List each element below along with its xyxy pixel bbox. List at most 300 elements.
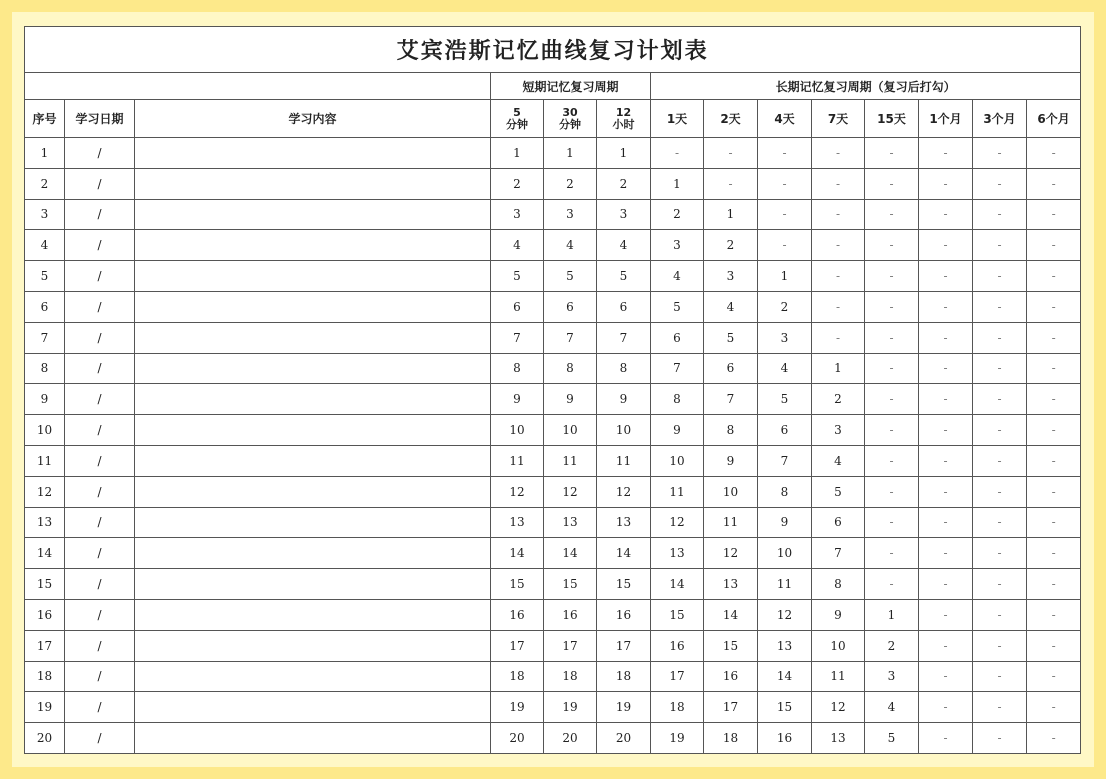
long-term-review-cell[interactable]: - [704, 138, 758, 169]
short-term-review-cell[interactable]: 1 [544, 138, 597, 169]
long-term-review-cell[interactable]: 10 [651, 445, 704, 476]
table-body [25, 138, 1081, 754]
study-content-cell[interactable] [135, 415, 491, 446]
long-term-review-cell[interactable]: - [758, 199, 812, 230]
long-term-review-cell[interactable]: 11 [812, 661, 865, 692]
long-term-review-cell[interactable]: - [812, 261, 865, 292]
long-term-review-cell[interactable]: 10 [704, 476, 758, 507]
long-term-review-cell[interactable]: - [865, 476, 919, 507]
column-header-4-days: 4天 [758, 100, 812, 138]
study-date-cell[interactable]: / [65, 199, 135, 230]
short-term-review-cell[interactable]: 4 [491, 230, 544, 261]
long-term-review-cell[interactable]: 9 [704, 445, 758, 476]
long-term-review-cell[interactable]: - [1027, 168, 1081, 199]
long-term-review-cell[interactable]: - [973, 322, 1027, 353]
short-term-review-cell[interactable]: 2 [597, 168, 651, 199]
long-term-review-cell[interactable]: 15 [704, 630, 758, 661]
long-term-review-cell[interactable]: 2 [704, 230, 758, 261]
long-term-review-cell[interactable]: - [1027, 353, 1081, 384]
short-term-review-cell[interactable]: 13 [491, 507, 544, 538]
long-term-review-cell[interactable]: - [973, 291, 1027, 322]
long-term-review-cell[interactable]: - [973, 723, 1027, 754]
long-term-review-cell[interactable]: - [865, 507, 919, 538]
row-index: 5 [25, 261, 65, 292]
group-header-long-term: 长期记忆复习周期（复习后打勾） [651, 73, 1081, 100]
short-term-review-cell[interactable]: 19 [491, 692, 544, 723]
long-term-review-cell[interactable]: - [1027, 291, 1081, 322]
table-row [25, 138, 1081, 169]
long-term-review-cell[interactable]: 17 [651, 661, 704, 692]
long-term-review-cell[interactable]: - [1027, 261, 1081, 292]
long-term-review-cell[interactable]: - [865, 569, 919, 600]
long-term-review-cell[interactable]: - [973, 168, 1027, 199]
short-term-review-cell[interactable]: 8 [597, 353, 651, 384]
short-term-review-cell[interactable]: 9 [597, 384, 651, 415]
row-index: 11 [25, 445, 65, 476]
study-content-cell[interactable] [135, 476, 491, 507]
long-term-review-cell[interactable]: 3 [865, 661, 919, 692]
long-term-review-cell[interactable]: - [865, 199, 919, 230]
study-content-cell[interactable] [135, 661, 491, 692]
long-term-review-cell[interactable]: - [973, 138, 1027, 169]
row-index: 3 [25, 199, 65, 230]
long-term-review-cell[interactable]: - [1027, 599, 1081, 630]
column-header-index: 序号 [25, 100, 65, 138]
study-content-cell[interactable] [135, 507, 491, 538]
long-term-review-cell[interactable]: - [812, 138, 865, 169]
table-title: 艾宾浩斯记忆曲线复习计划表 [25, 27, 1081, 73]
long-term-review-cell[interactable]: 5 [704, 322, 758, 353]
study-content-cell[interactable] [135, 199, 491, 230]
long-term-review-cell[interactable]: - [919, 692, 973, 723]
long-term-review-cell[interactable]: - [865, 168, 919, 199]
long-term-review-cell[interactable]: - [1027, 661, 1081, 692]
long-term-review-cell[interactable]: - [1027, 138, 1081, 169]
study-date-cell[interactable]: / [65, 291, 135, 322]
table-row [25, 507, 1081, 538]
long-term-review-cell[interactable]: - [1027, 723, 1081, 754]
study-date-cell[interactable]: / [65, 723, 135, 754]
long-term-review-cell[interactable]: 18 [651, 692, 704, 723]
long-term-review-cell[interactable]: - [919, 199, 973, 230]
study-date-cell[interactable]: / [65, 569, 135, 600]
short-term-review-cell[interactable]: 6 [491, 291, 544, 322]
short-term-review-cell[interactable]: 19 [544, 692, 597, 723]
study-content-cell[interactable] [135, 630, 491, 661]
short-term-review-cell[interactable]: 11 [544, 445, 597, 476]
column-header-15-days: 15天 [865, 100, 919, 138]
short-term-review-cell[interactable]: 6 [544, 291, 597, 322]
long-term-review-cell[interactable]: 19 [651, 723, 704, 754]
study-date-cell[interactable]: / [65, 476, 135, 507]
long-term-review-cell[interactable]: - [865, 261, 919, 292]
study-content-cell[interactable] [135, 322, 491, 353]
short-term-review-cell[interactable]: 8 [491, 353, 544, 384]
long-term-review-cell[interactable]: 6 [758, 415, 812, 446]
short-term-review-cell[interactable]: 14 [597, 538, 651, 569]
long-term-review-cell[interactable]: 18 [704, 723, 758, 754]
long-term-review-cell[interactable]: 3 [704, 261, 758, 292]
long-term-review-cell[interactable]: 16 [758, 723, 812, 754]
long-term-review-cell[interactable]: 13 [812, 723, 865, 754]
row-index: 13 [25, 507, 65, 538]
short-term-review-cell[interactable]: 15 [491, 569, 544, 600]
short-term-review-cell[interactable]: 16 [491, 599, 544, 630]
study-content-cell[interactable] [135, 353, 491, 384]
long-term-review-cell[interactable]: - [919, 661, 973, 692]
long-term-review-cell[interactable]: 15 [758, 692, 812, 723]
short-term-review-cell[interactable]: 11 [491, 445, 544, 476]
long-term-review-cell[interactable]: 6 [704, 353, 758, 384]
long-term-review-cell[interactable]: - [1027, 322, 1081, 353]
long-term-review-cell[interactable]: 4 [704, 291, 758, 322]
short-term-review-cell[interactable]: 7 [597, 322, 651, 353]
study-content-cell[interactable] [135, 538, 491, 569]
header-unit: 分钟 [506, 117, 528, 131]
study-content-cell[interactable] [135, 599, 491, 630]
long-term-review-cell[interactable]: - [919, 261, 973, 292]
long-term-review-cell[interactable]: 7 [704, 384, 758, 415]
long-term-review-cell[interactable]: - [1027, 569, 1081, 600]
study-content-cell[interactable] [135, 291, 491, 322]
short-term-review-cell[interactable]: 1 [491, 138, 544, 169]
long-term-review-cell[interactable]: - [865, 322, 919, 353]
study-content-cell[interactable] [135, 445, 491, 476]
short-term-review-cell[interactable]: 10 [491, 415, 544, 446]
long-term-review-cell[interactable]: - [1027, 538, 1081, 569]
study-content-cell[interactable] [135, 384, 491, 415]
long-term-review-cell[interactable]: 2 [651, 199, 704, 230]
long-term-review-cell[interactable]: - [973, 415, 1027, 446]
long-term-review-cell[interactable]: - [919, 445, 973, 476]
long-term-review-cell[interactable]: 8 [651, 384, 704, 415]
long-term-review-cell[interactable]: - [1027, 384, 1081, 415]
long-term-review-cell[interactable]: 9 [812, 599, 865, 630]
study-date-cell[interactable]: / [65, 415, 135, 446]
long-term-review-cell[interactable]: - [812, 322, 865, 353]
short-term-review-cell[interactable]: 17 [597, 630, 651, 661]
row-index: 6 [25, 291, 65, 322]
short-term-review-cell[interactable]: 20 [491, 723, 544, 754]
short-term-review-cell[interactable]: 17 [491, 630, 544, 661]
long-term-review-cell[interactable]: - [919, 322, 973, 353]
short-term-review-cell[interactable]: 3 [544, 199, 597, 230]
short-term-review-cell[interactable]: 13 [544, 507, 597, 538]
long-term-review-cell[interactable]: 5 [651, 291, 704, 322]
short-term-review-cell[interactable]: 10 [544, 415, 597, 446]
short-term-review-cell[interactable]: 20 [544, 723, 597, 754]
short-term-review-cell[interactable]: 2 [491, 168, 544, 199]
table-row [25, 445, 1081, 476]
short-term-review-cell[interactable]: 20 [597, 723, 651, 754]
table-row [25, 692, 1081, 723]
short-term-review-cell[interactable]: 6 [597, 291, 651, 322]
short-term-review-cell[interactable]: 15 [544, 569, 597, 600]
header-number: 12 [615, 105, 632, 119]
short-term-review-cell[interactable]: 18 [597, 661, 651, 692]
long-term-review-cell[interactable]: - [973, 661, 1027, 692]
long-term-review-cell[interactable]: 5 [865, 723, 919, 754]
long-term-review-cell[interactable]: 13 [704, 569, 758, 600]
short-term-review-cell[interactable]: 14 [544, 538, 597, 569]
long-term-review-cell[interactable]: - [973, 384, 1027, 415]
column-header-3-months: 3个月 [973, 100, 1027, 138]
study-date-cell[interactable]: / [65, 445, 135, 476]
row-index: 10 [25, 415, 65, 446]
short-term-review-cell[interactable]: 12 [491, 476, 544, 507]
long-term-review-cell[interactable]: 6 [812, 507, 865, 538]
long-term-review-cell[interactable]: - [758, 230, 812, 261]
long-term-review-cell[interactable]: 11 [651, 476, 704, 507]
long-term-review-cell[interactable]: 11 [758, 569, 812, 600]
long-term-review-cell[interactable]: 14 [758, 661, 812, 692]
row-index: 14 [25, 538, 65, 569]
long-term-review-cell[interactable]: - [919, 569, 973, 600]
long-term-review-cell[interactable]: - [919, 723, 973, 754]
long-term-review-cell[interactable]: - [919, 507, 973, 538]
long-term-review-cell[interactable]: 14 [704, 599, 758, 630]
study-date-cell[interactable]: / [65, 538, 135, 569]
long-term-review-cell[interactable]: 14 [651, 569, 704, 600]
long-term-review-cell[interactable]: 11 [704, 507, 758, 538]
long-term-review-cell[interactable]: - [919, 353, 973, 384]
study-date-cell[interactable]: / [65, 630, 135, 661]
long-term-review-cell[interactable]: - [812, 230, 865, 261]
short-term-review-cell[interactable]: 16 [544, 599, 597, 630]
long-term-review-cell[interactable]: - [704, 168, 758, 199]
long-term-review-cell[interactable]: 9 [651, 415, 704, 446]
long-term-review-cell[interactable]: - [1027, 476, 1081, 507]
header-number: 30 [562, 105, 578, 119]
long-term-review-cell[interactable]: 10 [812, 630, 865, 661]
long-term-review-cell[interactable]: 1 [865, 599, 919, 630]
long-term-review-cell[interactable]: 3 [812, 415, 865, 446]
short-term-review-cell[interactable]: 2 [544, 168, 597, 199]
study-content-cell[interactable] [135, 261, 491, 292]
long-term-review-cell[interactable]: 7 [812, 538, 865, 569]
long-term-review-cell[interactable]: - [865, 445, 919, 476]
long-term-review-cell[interactable]: 12 [758, 599, 812, 630]
long-term-review-cell[interactable]: 12 [651, 507, 704, 538]
study-date-cell[interactable]: / [65, 230, 135, 261]
study-content-cell[interactable] [135, 138, 491, 169]
long-term-review-cell[interactable]: - [919, 138, 973, 169]
row-index: 19 [25, 692, 65, 723]
short-term-review-cell[interactable]: 4 [544, 230, 597, 261]
study-date-cell[interactable]: / [65, 661, 135, 692]
long-term-review-cell[interactable]: - [1027, 230, 1081, 261]
long-term-review-cell[interactable]: 3 [651, 230, 704, 261]
long-term-review-cell[interactable]: - [973, 599, 1027, 630]
study-date-cell[interactable]: / [65, 138, 135, 169]
short-term-review-cell[interactable]: 7 [491, 322, 544, 353]
study-date-cell[interactable]: / [65, 507, 135, 538]
long-term-review-cell[interactable]: - [973, 476, 1027, 507]
long-term-review-cell[interactable]: - [973, 199, 1027, 230]
row-index: 17 [25, 630, 65, 661]
long-term-review-cell[interactable]: 16 [651, 630, 704, 661]
table-row [25, 599, 1081, 630]
short-term-review-cell[interactable]: 5 [544, 261, 597, 292]
header-unit: 小时 [612, 117, 635, 131]
header-number: 5 [513, 105, 521, 119]
long-term-review-cell[interactable]: 1 [758, 261, 812, 292]
table-row [25, 476, 1081, 507]
long-term-review-cell[interactable]: - [973, 538, 1027, 569]
study-date-cell[interactable]: / [65, 384, 135, 415]
long-term-review-cell[interactable]: 2 [758, 291, 812, 322]
short-term-review-cell[interactable]: 11 [597, 445, 651, 476]
short-term-review-cell[interactable]: 4 [597, 230, 651, 261]
long-term-review-cell[interactable]: 4 [651, 261, 704, 292]
group-header-short-term: 短期记忆复习周期 [491, 73, 651, 100]
short-term-review-cell[interactable]: 9 [491, 384, 544, 415]
short-term-review-cell[interactable]: 18 [491, 661, 544, 692]
study-date-cell[interactable]: / [65, 353, 135, 384]
long-term-review-cell[interactable]: 7 [651, 353, 704, 384]
long-term-review-cell[interactable]: 8 [704, 415, 758, 446]
row-index: 9 [25, 384, 65, 415]
long-term-review-cell[interactable]: - [919, 599, 973, 630]
long-term-review-cell[interactable]: 5 [758, 384, 812, 415]
long-term-review-cell[interactable]: - [919, 384, 973, 415]
long-term-review-cell[interactable]: - [973, 445, 1027, 476]
short-term-review-cell[interactable]: 12 [597, 476, 651, 507]
short-term-review-cell[interactable]: 13 [597, 507, 651, 538]
long-term-review-cell[interactable]: 8 [758, 476, 812, 507]
long-term-review-cell[interactable]: - [865, 415, 919, 446]
study-content-cell[interactable] [135, 569, 491, 600]
long-term-review-cell[interactable]: 3 [758, 322, 812, 353]
long-term-review-cell[interactable]: - [919, 630, 973, 661]
long-term-review-cell[interactable]: - [865, 138, 919, 169]
long-term-review-cell[interactable]: - [919, 291, 973, 322]
worksheet-paper [24, 26, 1081, 753]
long-term-review-cell[interactable]: - [919, 476, 973, 507]
short-term-review-cell[interactable]: 19 [597, 692, 651, 723]
study-date-cell[interactable]: / [65, 168, 135, 199]
long-term-review-cell[interactable]: 9 [758, 507, 812, 538]
long-term-review-cell[interactable]: - [1027, 445, 1081, 476]
long-term-review-cell[interactable]: - [812, 199, 865, 230]
long-term-review-cell[interactable]: 2 [812, 384, 865, 415]
long-term-review-cell[interactable]: 1 [704, 199, 758, 230]
long-term-review-cell[interactable]: 4 [812, 445, 865, 476]
long-term-review-cell[interactable]: - [1027, 630, 1081, 661]
table-row [25, 230, 1081, 261]
long-term-review-cell[interactable]: - [973, 230, 1027, 261]
long-term-review-cell[interactable]: 15 [651, 599, 704, 630]
short-term-review-cell[interactable]: 8 [544, 353, 597, 384]
header-unit: 分钟 [559, 117, 581, 131]
long-term-review-cell[interactable]: - [758, 138, 812, 169]
short-term-review-cell[interactable]: 18 [544, 661, 597, 692]
table-row [25, 291, 1081, 322]
long-term-review-cell[interactable]: - [919, 415, 973, 446]
long-term-review-cell[interactable]: - [973, 630, 1027, 661]
short-term-review-cell[interactable]: 5 [491, 261, 544, 292]
long-term-review-cell[interactable]: 7 [758, 445, 812, 476]
long-term-review-cell[interactable]: 13 [651, 538, 704, 569]
long-term-review-cell[interactable]: 12 [704, 538, 758, 569]
study-content-cell[interactable] [135, 168, 491, 199]
long-term-review-cell[interactable]: - [865, 291, 919, 322]
study-content-cell[interactable] [135, 230, 491, 261]
long-term-review-cell[interactable]: - [865, 384, 919, 415]
long-term-review-cell[interactable]: - [973, 353, 1027, 384]
long-term-review-cell[interactable]: - [1027, 692, 1081, 723]
long-term-review-cell[interactable]: - [973, 261, 1027, 292]
study-date-cell[interactable]: / [65, 261, 135, 292]
review-plan-table [24, 26, 1081, 754]
long-term-review-cell[interactable]: - [865, 353, 919, 384]
study-date-cell[interactable]: / [65, 599, 135, 630]
long-term-review-cell[interactable]: - [758, 168, 812, 199]
short-term-review-cell[interactable]: 15 [597, 569, 651, 600]
long-term-review-cell[interactable]: 1 [812, 353, 865, 384]
short-term-review-cell[interactable]: 9 [544, 384, 597, 415]
long-term-review-cell[interactable]: - [973, 507, 1027, 538]
long-term-review-cell[interactable]: 10 [758, 538, 812, 569]
short-term-review-cell[interactable]: 5 [597, 261, 651, 292]
long-term-review-cell[interactable]: 2 [865, 630, 919, 661]
long-term-review-cell[interactable]: - [973, 569, 1027, 600]
long-term-review-cell[interactable]: 17 [704, 692, 758, 723]
long-term-review-cell[interactable]: - [973, 692, 1027, 723]
long-term-review-cell[interactable]: - [865, 230, 919, 261]
long-term-review-cell[interactable]: - [1027, 507, 1081, 538]
long-term-review-cell[interactable]: - [919, 168, 973, 199]
column-header-5-minutes [491, 100, 544, 138]
long-term-review-cell[interactable]: - [812, 168, 865, 199]
long-term-review-cell[interactable]: 4 [758, 353, 812, 384]
long-term-review-cell[interactable]: 16 [704, 661, 758, 692]
long-term-review-cell[interactable]: - [865, 538, 919, 569]
short-term-review-cell[interactable]: 1 [597, 138, 651, 169]
long-term-review-cell[interactable]: 4 [865, 692, 919, 723]
short-term-review-cell[interactable]: 16 [597, 599, 651, 630]
long-term-review-cell[interactable]: 6 [651, 322, 704, 353]
study-date-cell[interactable]: / [65, 322, 135, 353]
column-header-content: 学习内容 [135, 100, 491, 138]
short-term-review-cell[interactable]: 17 [544, 630, 597, 661]
long-term-review-cell[interactable]: - [812, 291, 865, 322]
short-term-review-cell[interactable]: 12 [544, 476, 597, 507]
short-term-review-cell[interactable]: 10 [597, 415, 651, 446]
long-term-review-cell[interactable]: 5 [812, 476, 865, 507]
row-index: 8 [25, 353, 65, 384]
long-term-review-cell[interactable]: 8 [812, 569, 865, 600]
table-row [25, 353, 1081, 384]
long-term-review-cell[interactable]: - [919, 538, 973, 569]
long-term-review-cell[interactable]: - [651, 138, 704, 169]
long-term-review-cell[interactable]: 12 [812, 692, 865, 723]
short-term-review-cell[interactable]: 3 [491, 199, 544, 230]
row-index: 7 [25, 322, 65, 353]
long-term-review-cell[interactable]: 13 [758, 630, 812, 661]
study-content-cell[interactable] [135, 723, 491, 754]
short-term-review-cell[interactable]: 7 [544, 322, 597, 353]
long-term-review-cell[interactable]: 1 [651, 168, 704, 199]
long-term-review-cell[interactable]: - [1027, 199, 1081, 230]
long-term-review-cell[interactable]: - [919, 230, 973, 261]
long-term-review-cell[interactable]: - [1027, 415, 1081, 446]
table-row [25, 569, 1081, 600]
study-content-cell[interactable] [135, 692, 491, 723]
short-term-review-cell[interactable]: 14 [491, 538, 544, 569]
study-date-cell[interactable]: / [65, 692, 135, 723]
short-term-review-cell[interactable]: 3 [597, 199, 651, 230]
